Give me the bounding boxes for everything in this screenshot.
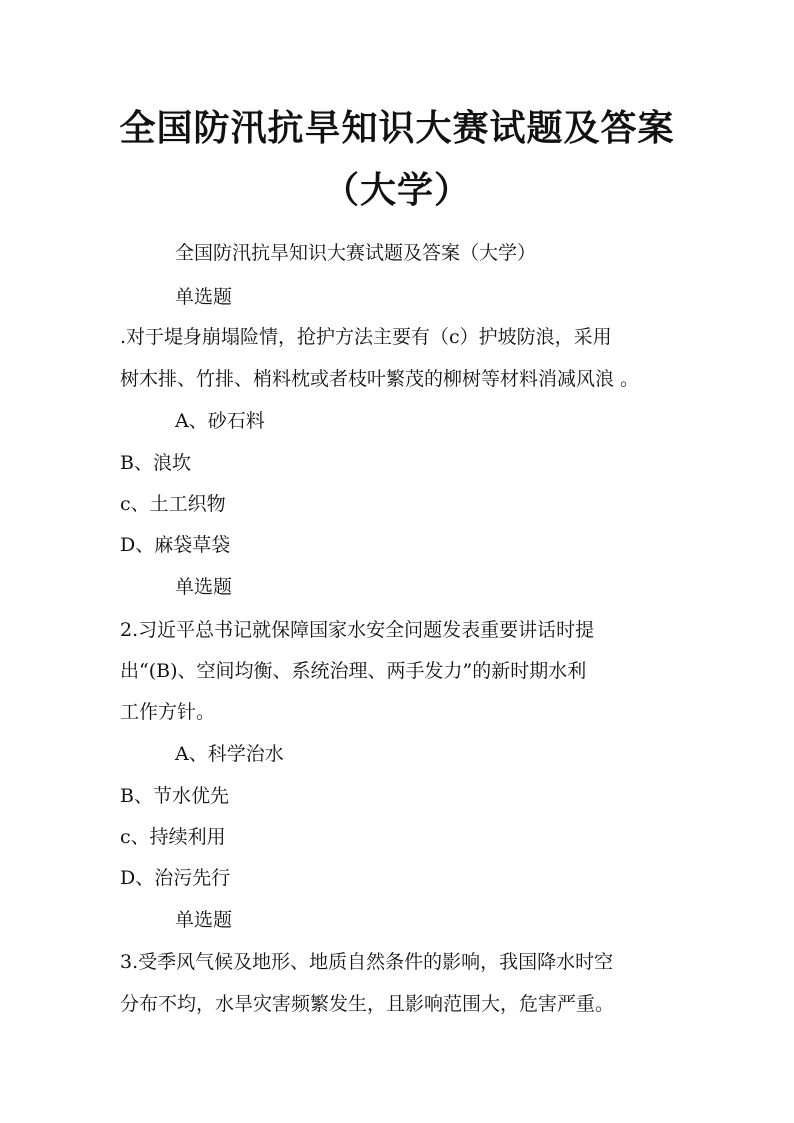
question-type-label: 单选题 [175, 909, 233, 931]
option-c: c、持续利用 [120, 826, 226, 848]
question-text-line: 2.习近平总书记就保障国家水安全问题发表重要讲话时提 [120, 619, 595, 641]
document-title-line1: 全国防汛抗旱知识大赛试题及答案 [119, 107, 675, 149]
question-text-line: 分布不均，水旱灾害频繁发生，且影响范围大，危害严重。 [120, 993, 615, 1015]
question-text-line: 出“(B)、空间均衡、系统治理、两手发力”的新时期水利 [120, 660, 587, 682]
option-b: B、浪坎 [120, 452, 191, 474]
option-b: B、节水优先 [120, 785, 229, 807]
question-type-label: 单选题 [175, 576, 233, 598]
option-d: D、治污先行 [120, 867, 231, 889]
option-a: A、砂石料 [175, 410, 265, 432]
option-a: A、科学治水 [175, 743, 284, 765]
document-subtitle: 全国防汛抗旱知识大赛试题及答案（大学） [175, 242, 537, 264]
question-type-label: 单选题 [175, 286, 233, 308]
document-title-line2: （大学） [322, 169, 471, 211]
option-c: c、土工织物 [120, 493, 226, 515]
question-text-line: 树木排、竹排、梢料枕或者枝叶繁茂的柳树等材料消减风浪 。 [120, 368, 640, 390]
question-text-line: 工作方针。 [120, 701, 216, 723]
question-text-line: .对于堤身崩塌险情，抢护方法主要有（c）护坡防浪，采用 [120, 326, 612, 348]
option-d: D、麻袋草袋 [120, 534, 231, 556]
question-text-line: 3.受季风气候及地形、地质自然条件的影响，我国降水时空 [120, 951, 614, 973]
